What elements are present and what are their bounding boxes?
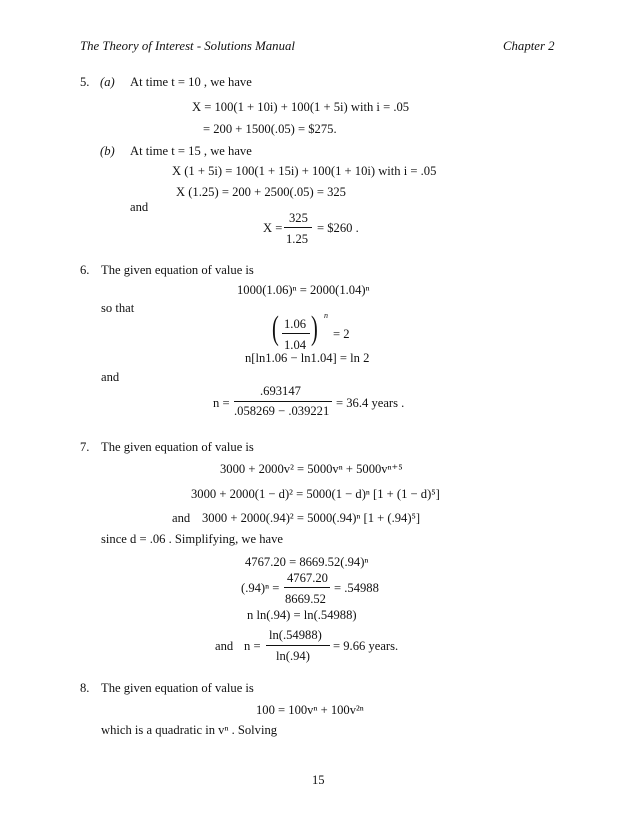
problem-7-fraction-lhs: (.94)ⁿ = <box>241 581 280 595</box>
problem-5a-intro: At time t = 10 , we have <box>130 75 252 89</box>
problem-7-fraction-rhs: = .54988 <box>334 581 379 595</box>
problem-7-fraction2-numerator: ln(.54988) <box>269 628 322 642</box>
problem-6-fraction2-lhs: n = <box>213 396 230 410</box>
problem-5a-equation-2: = 200 + 1500(.05) = $275. <box>203 122 337 136</box>
problem-8-number: 8. <box>80 681 90 695</box>
problem-5a-equation-1: X = 100(1 + 10i) + 100(1 + 5i) with i = .05 <box>192 100 410 114</box>
problem-5a-tag: (a) <box>100 75 115 89</box>
problem-6-equation-3: n[ln1.06 − ln1.04] = ln 2 <box>245 351 370 365</box>
problem-5b-equation-1: X (1 + 5i) = 100(1 + 15i) + 100(1 + 10i) with i = .05 <box>172 164 437 178</box>
problem-7-fraction2-and: and <box>215 639 234 653</box>
problem-5b-fraction-lhs: X = <box>263 221 283 235</box>
problem-6-equation-1: 1000(1.06)ⁿ = 2000(1.04)ⁿ <box>237 283 370 297</box>
problem-7-fraction2-lhs: n = <box>244 639 261 653</box>
problem-5b-fraction-numerator: 325 <box>289 211 308 225</box>
problem-6-fraction2-numerator: .693147 <box>260 384 301 398</box>
problem-6-fraction-bar <box>282 333 310 334</box>
problem-7-equation-4: 4767.20 = 8669.52(.94)ⁿ <box>245 555 369 569</box>
problem-6-fraction-rhs: = 2 <box>333 327 350 341</box>
problem-7-fraction-denominator: 8669.52 <box>285 592 326 606</box>
problem-5-number: 5. <box>80 75 90 89</box>
problem-7-equation-2: 3000 + 2000(1 − d)² = 5000(1 − d)ⁿ [1 + (1 − d)⁵] <box>191 487 440 501</box>
problem-7-equation-6: n ln(.94) = ln(.54988) <box>247 608 357 622</box>
problem-5b-fraction-denominator: 1.25 <box>286 232 309 246</box>
problem-6-intro: The given equation of value is <box>101 263 254 277</box>
header-chapter: Chapter 2 <box>503 39 555 53</box>
problem-6-right-paren: ) <box>311 310 318 347</box>
problem-7-fraction-numerator: 4767.20 <box>287 571 328 585</box>
problem-6-fraction-numerator: 1.06 <box>284 317 307 331</box>
problem-5b-intro: At time t = 15 , we have <box>130 144 252 158</box>
problem-8-intro: The given equation of value is <box>101 681 254 695</box>
problem-7-intro: The given equation of value is <box>101 440 254 454</box>
problem-7-fraction-bar <box>284 587 330 588</box>
problem-6-left-paren: ( <box>272 310 279 347</box>
problem-8-equation-1: 100 = 100vⁿ + 100v²ⁿ <box>256 703 364 717</box>
problem-6-exponent: n <box>324 311 328 320</box>
problem-5b-equation-2: X (1.25) = 200 + 2500(.05) = 325 <box>176 185 346 199</box>
problem-7-equation-3: 3000 + 2000(.94)² = 5000(.94)ⁿ [1 + (.94)⁵] <box>202 511 421 525</box>
problem-6-fraction2-rhs: = 36.4 years . <box>336 396 405 410</box>
page-number: 15 <box>312 773 325 787</box>
problem-7-fraction2-denominator: ln(.94) <box>276 649 310 663</box>
problem-5b-fraction-bar <box>284 227 312 228</box>
problem-7-since: since d = .06 . Simplifying, we have <box>101 532 283 546</box>
problem-6-fraction2-bar <box>234 401 332 402</box>
problem-5b-fraction-rhs: = $260 . <box>317 221 359 235</box>
problem-5b-tag: (b) <box>100 144 115 158</box>
problem-6-fraction-denominator: 1.04 <box>284 338 307 352</box>
problem-7-equation-1: 3000 + 2000v² = 5000vⁿ + 5000vⁿ⁺⁵ <box>220 462 403 476</box>
problem-5b-and: and <box>130 200 149 214</box>
problem-7-equation-3-and: and <box>172 511 191 525</box>
header-title: The Theory of Interest - Solutions Manual <box>80 39 295 53</box>
problem-6-and: and <box>101 370 120 384</box>
problem-6-fraction2-denominator: .058269 − .039221 <box>234 404 330 418</box>
problem-7-fraction2-rhs: = 9.66 years. <box>333 639 399 653</box>
problem-7-fraction2-bar <box>266 645 330 646</box>
problem-6-number: 6. <box>80 263 90 277</box>
problem-6-so-that: so that <box>101 301 135 315</box>
problem-8-tail: which is a quadratic in vⁿ . Solving <box>101 723 278 737</box>
problem-7-number: 7. <box>80 440 90 454</box>
